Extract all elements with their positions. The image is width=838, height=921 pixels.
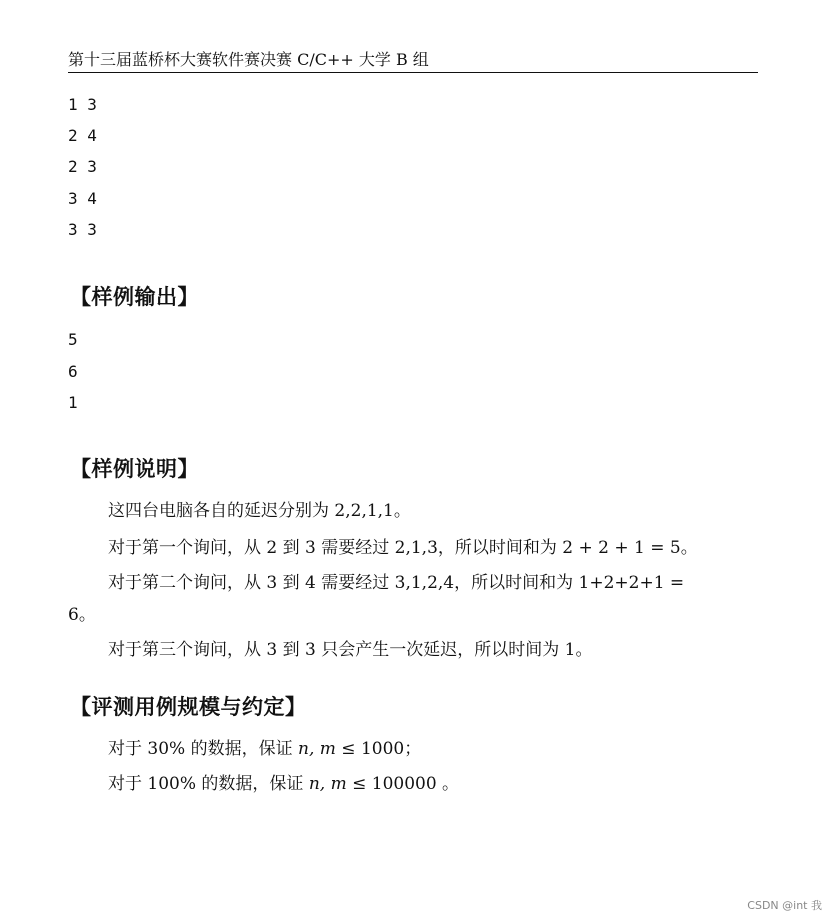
explanation-paragraph-2: 对于第一个询问，从 2 到 3 需要经过 2,1,3，所以时间和为 2 + 2 + 1 = 5。 <box>108 538 698 558</box>
constraint-2-bound: ≤ 100000 。 <box>346 774 460 794</box>
sample-explanation-heading: 【样例说明】 <box>70 457 199 481</box>
explanation-paragraph-1: 这四台电脑各自的延迟分别为 2,2,1,1。 <box>108 501 411 521</box>
input-line: 3 3 <box>68 220 97 239</box>
constraint-1-variables: n, m <box>298 739 336 759</box>
page-header: 第十三届蓝桥杯大赛软件赛决赛 C/C++ 大学 B 组 <box>68 50 758 73</box>
constraint-line-2 <box>108 773 459 795</box>
sample-output-heading: 【样例输出】 <box>70 285 199 309</box>
explanation-paragraph-3-continuation: 6。 <box>68 605 96 625</box>
constraint-1-bound: ≤ 1000； <box>335 739 422 759</box>
output-line: 5 <box>68 330 78 349</box>
constraints-heading: 【评测用例规模与约定】 <box>70 695 307 719</box>
explanation-paragraph-3: 对于第二个询问，从 3 到 4 需要经过 3,1,2,4，所以时间和为 1+2+2+1 = <box>108 573 685 593</box>
output-line: 1 <box>68 393 78 412</box>
input-line: 2 3 <box>68 157 97 176</box>
input-line: 2 4 <box>68 126 97 145</box>
constraint-2-variables: n, m <box>308 774 347 794</box>
constraint-1-prefix: 对于 30% 的数据，保证 <box>108 739 298 759</box>
constraint-line-1 <box>108 738 421 760</box>
watermark: CSDN @int 我 <box>747 899 822 912</box>
output-line: 6 <box>68 362 78 381</box>
constraint-2-prefix: 对于 100% 的数据，保证 <box>108 774 309 794</box>
input-line: 3 4 <box>68 189 97 208</box>
input-line: 1 3 <box>68 95 97 114</box>
explanation-paragraph-4: 对于第三个询问，从 3 到 3 只会产生一次延迟，所以时间为 1。 <box>108 640 593 660</box>
